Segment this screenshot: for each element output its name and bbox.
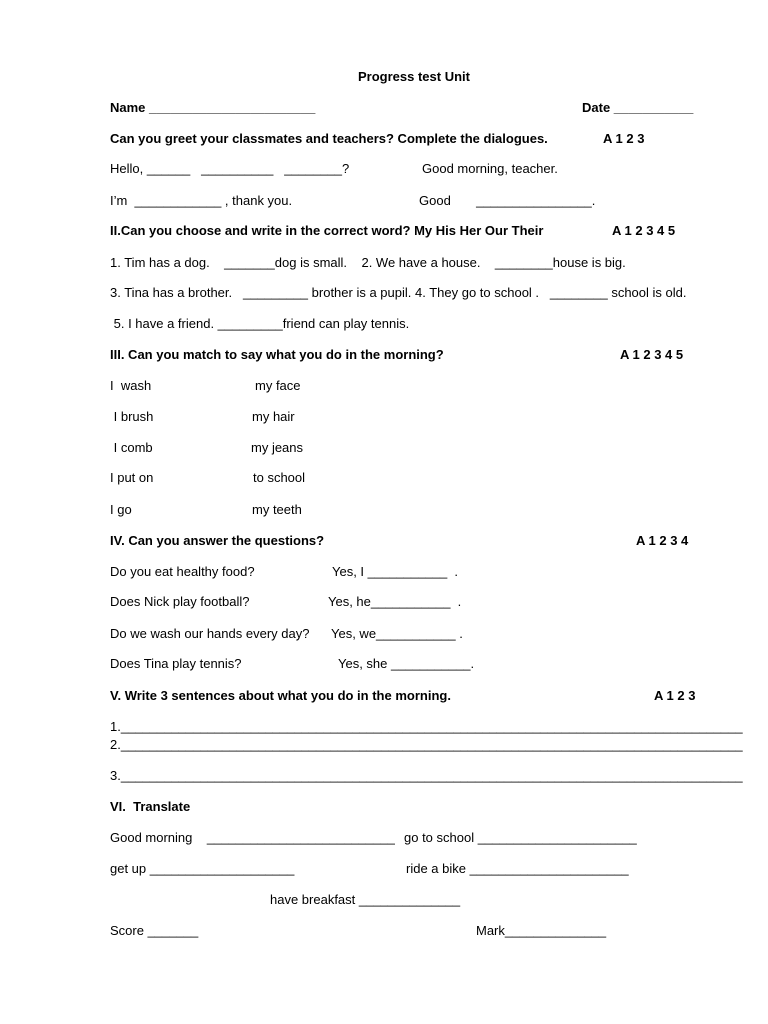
date-field[interactable]: Date ___________ bbox=[582, 100, 694, 115]
section-4-heading: IV. Can you answer the questions? bbox=[110, 533, 325, 548]
question: Do you eat healthy food? bbox=[110, 564, 255, 579]
question: Does Tina play tennis? bbox=[110, 656, 242, 671]
section-1-heading: Can you greet your classmates and teachers? Complete the dialogues. bbox=[110, 131, 548, 146]
match-left-item: I go bbox=[110, 502, 132, 517]
writing-line: 3.______________________________________________________________________________________ bbox=[110, 768, 743, 783]
match-left-item: I put on bbox=[110, 470, 154, 485]
dialogue-line: Hello, ______ __________ ________? bbox=[110, 161, 350, 176]
match-right-item: to school bbox=[253, 470, 306, 485]
answer: Yes, we___________ . bbox=[331, 626, 463, 641]
section-2-heading: II.Can you choose and write in the correct word? My His Her Our Their bbox=[110, 223, 544, 238]
exercise-line: 1. Tim has a dog. _______dog is small. 2. We have a house. ________house is big. bbox=[110, 255, 626, 270]
writing-line: 2.______________________________________________________________________________________ bbox=[110, 737, 743, 752]
translate-item: go to school ______________________ bbox=[404, 830, 637, 845]
section-3-heading: III. Can you match to say what you do in the morning? bbox=[110, 347, 444, 362]
dialogue-line: Good ________________. bbox=[419, 193, 596, 208]
section-5-heading: V. Write 3 sentences about what you do in the morning. bbox=[110, 688, 451, 703]
exercise-line: 3. Tina has a brother. _________ brother is a pupil. 4. They go to school . ________ school is old. bbox=[110, 285, 687, 300]
page-title: Progress test Unit bbox=[358, 69, 470, 84]
dialogue-line: Good morning, teacher. bbox=[422, 161, 558, 176]
question: Does Nick play football? bbox=[110, 594, 250, 609]
translate-item: have breakfast ______________ bbox=[270, 892, 461, 907]
answer: Yes, he___________ . bbox=[328, 594, 462, 609]
name-field[interactable]: Name _______________________ bbox=[110, 100, 316, 115]
section-1-grade: A 1 2 3 bbox=[603, 131, 645, 146]
match-left-item: I brush bbox=[110, 409, 154, 424]
section-6-heading: VI. Translate bbox=[110, 799, 191, 814]
answer: Yes, she ___________. bbox=[338, 656, 475, 671]
match-left-item: I wash bbox=[110, 378, 152, 393]
writing-line: 1.______________________________________________________________________________________ bbox=[110, 719, 743, 734]
translate-item: Good morning __________________________ bbox=[110, 830, 395, 845]
score-field: Score _______ bbox=[110, 923, 199, 938]
match-right-item: my hair bbox=[252, 409, 295, 424]
section-4-grade: A 1 2 3 4 bbox=[636, 533, 689, 548]
dialogue-line: I’m ____________ , thank you. bbox=[110, 193, 293, 208]
section-5-grade: A 1 2 3 bbox=[654, 688, 696, 703]
answer: Yes, I ___________ . bbox=[332, 564, 459, 579]
match-right-item: my face bbox=[255, 378, 301, 393]
mark-field: Mark______________ bbox=[476, 923, 607, 938]
question: Do we wash our hands every day? bbox=[110, 626, 310, 641]
match-right-item: my teeth bbox=[252, 502, 302, 517]
match-left-item: I comb bbox=[110, 440, 153, 455]
exercise-line: 5. I have a friend. _________friend can play tennis. bbox=[110, 316, 410, 331]
match-right-item: my jeans bbox=[251, 440, 304, 455]
translate-item: ride a bike ______________________ bbox=[406, 861, 629, 876]
section-2-grade: A 1 2 3 4 5 bbox=[612, 223, 676, 238]
section-3-grade: A 1 2 3 4 5 bbox=[620, 347, 684, 362]
translate-item: get up ____________________ bbox=[110, 861, 295, 876]
